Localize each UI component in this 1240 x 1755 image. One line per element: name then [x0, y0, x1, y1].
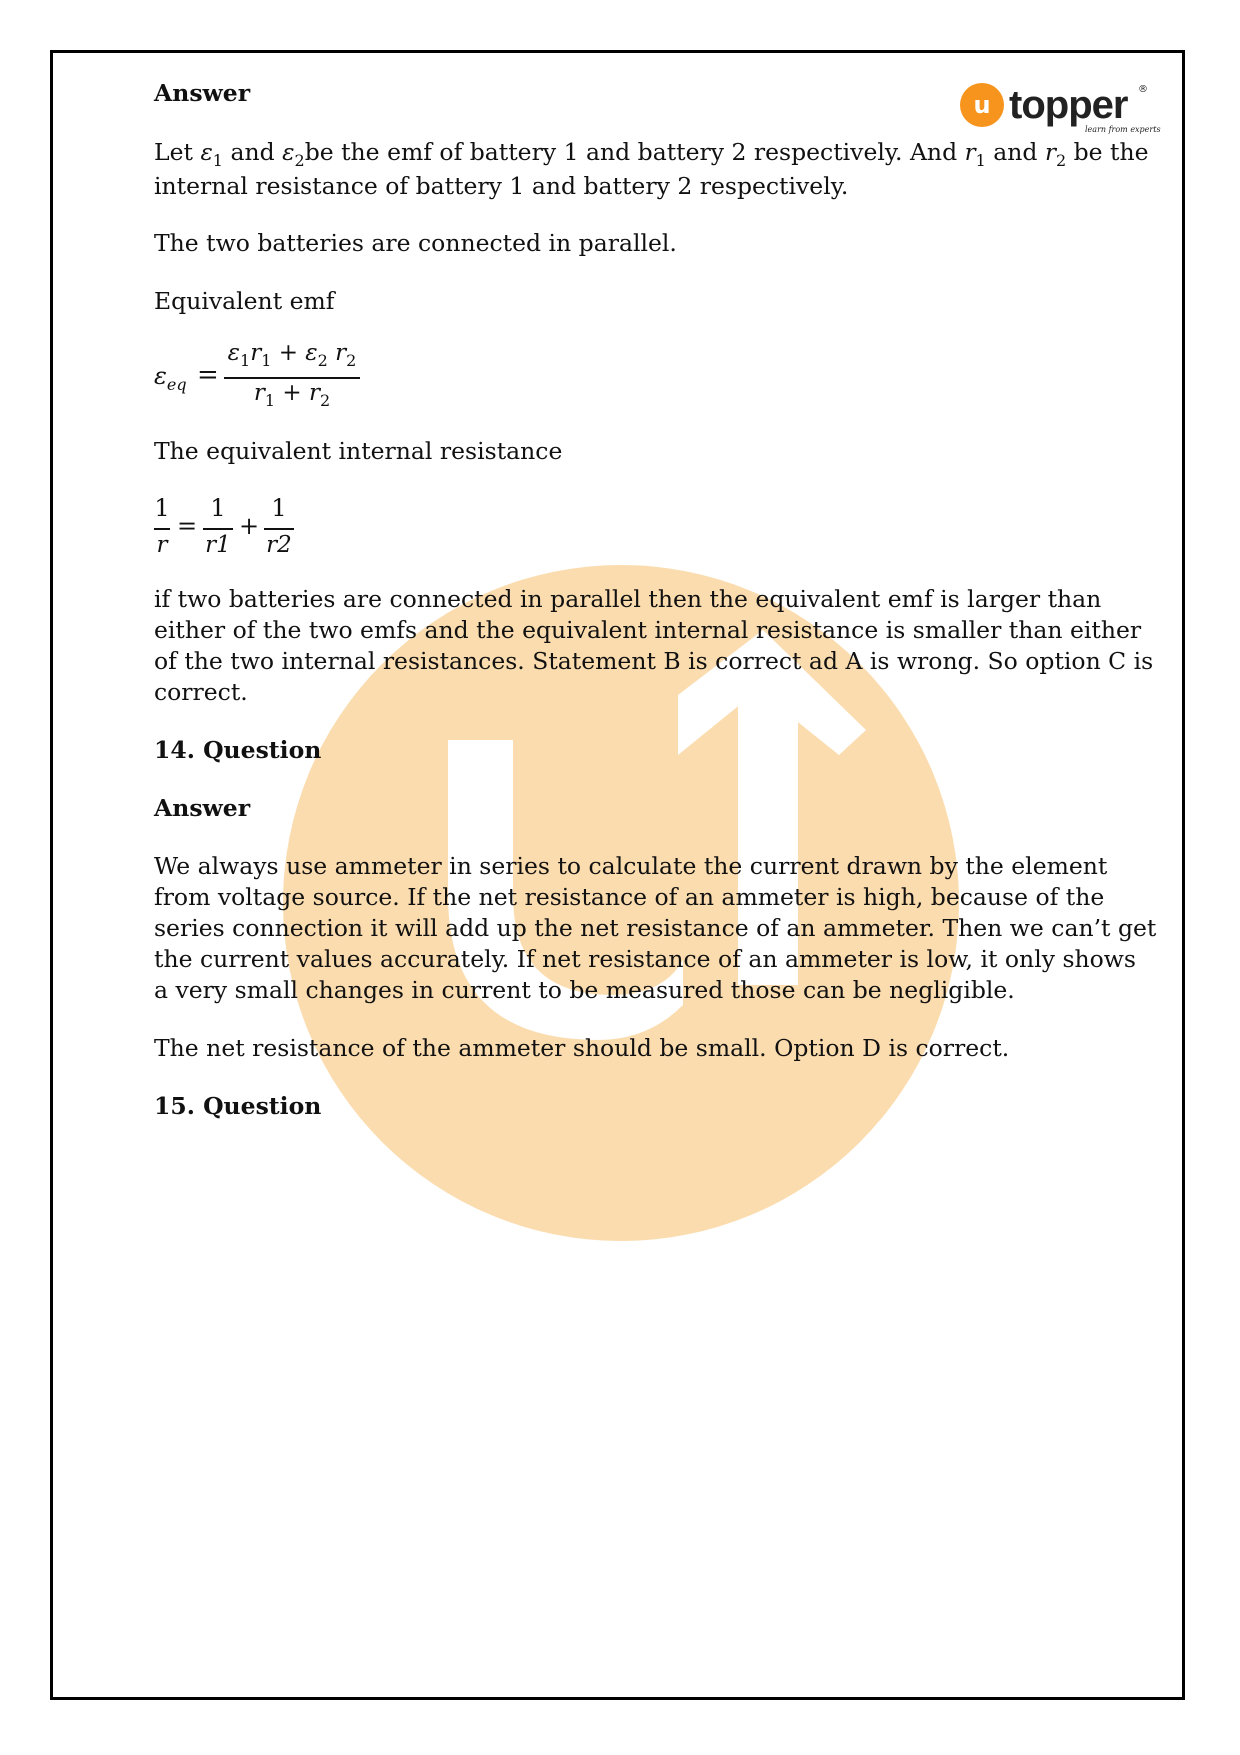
text-let: Let	[154, 138, 193, 166]
question-15-heading: 15. Question	[154, 1092, 322, 1120]
r-1: $r_1$	[964, 140, 986, 170]
answer-paragraph-4: The equivalent internal resistance	[154, 437, 563, 465]
answer-paragraph-3: Equivalent emf	[154, 287, 335, 315]
frac-1-r2: 1 r2	[264, 494, 294, 564]
answer-paragraph-5-line-3: of the two internal resistances. Statement B is correct ad A is wrong. So option C is	[154, 647, 1154, 675]
frac-1-r1: 1 r1	[203, 494, 233, 564]
equation-emf	[154, 340, 374, 410]
topper-logo	[960, 78, 1161, 138]
eq-numerator: $\varepsilon_1r_1 + \varepsilon_2$ $r_2$	[227, 340, 357, 370]
topper-logo-graphic	[960, 78, 1161, 138]
frac-1-r: 1 r	[154, 494, 170, 558]
answer-paragraph-2: The two batteries are connected in parallel.	[154, 229, 677, 257]
text-be-the: be the	[1073, 138, 1149, 166]
text-and: and	[230, 138, 275, 166]
answer-paragraph-1-line-1	[154, 137, 1149, 169]
eq-denominator: $r_1 + r_2$	[253, 380, 331, 410]
epsilon-1: $\varepsilon_1$	[200, 140, 223, 170]
question-14-line-4: the current values accurately. If net resistance of an ammeter is low, it only shows	[154, 945, 1136, 973]
logo-registered: ®	[1138, 84, 1148, 95]
eq-fraction-bar	[224, 377, 360, 379]
question-14-answer-heading: Answer	[154, 794, 251, 822]
answer-paragraph-5-line-1: if two batteries are connected in parallel then the equivalent emf is larger than	[154, 585, 1102, 613]
question-14-line-3: series connection it will add up the net resistance of an ammeter. Then we can’t get	[154, 914, 1157, 942]
epsilon-2: $\varepsilon_2$	[282, 140, 305, 170]
answer-paragraph-5-line-2: either of the two emfs and the equivalent internal resistance is smaller than either	[154, 616, 1142, 644]
logo-mark-letter: u	[973, 91, 991, 119]
answer-paragraph-5-line-4: correct.	[154, 678, 248, 706]
eq-equals: =	[197, 360, 219, 390]
answer-paragraph-1-line-2: internal resistance of battery 1 and battery 2 respectively.	[154, 172, 849, 200]
eq-lhs: $\varepsilon_{eq}$	[154, 362, 187, 394]
question-14-line-5: a very small changes in current to be measured those can be negligible.	[154, 976, 1015, 1004]
question-14-line-1: We always use ammeter in series to calculate the current drawn by the element	[154, 852, 1108, 880]
equation-resistance: 1 r = 1 r1 + 1 r2	[154, 494, 314, 564]
logo-tagline: learn from experts	[1085, 125, 1161, 134]
text-and-2: and	[993, 138, 1038, 166]
eq-fraction	[224, 340, 360, 410]
answer-heading: Answer	[154, 79, 251, 107]
question-14-heading: 14. Question	[154, 736, 322, 764]
logo-wordmark: topper	[1009, 83, 1128, 127]
question-14-line-2: from voltage source. If the net resistance of an ammeter is high, because of the	[154, 883, 1105, 911]
question-14-conclusion: The net resistance of the ammeter should be small. Option D is correct.	[154, 1034, 1010, 1062]
text-emf-desc: be the emf of battery 1 and battery 2 respectively. And	[304, 138, 958, 166]
r-2: $r_2$	[1044, 140, 1067, 170]
